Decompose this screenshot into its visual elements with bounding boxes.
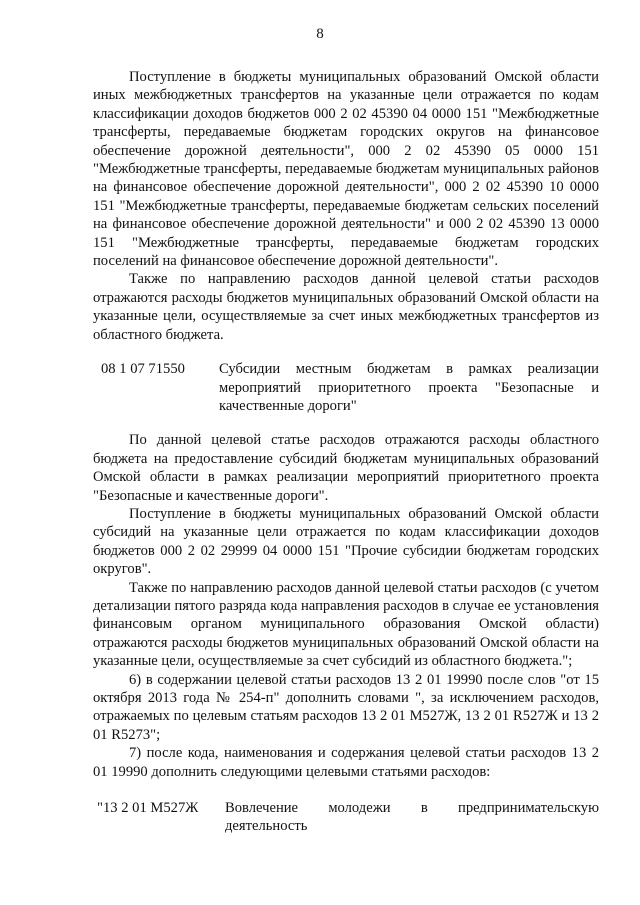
paragraph-amendment-7: 7) после кода, наименования и содержания целевой статьи расходов 13 2 01 19990 дополнить следующими целевыми статьями расходов: bbox=[93, 745, 599, 780]
target-article-title: Вовлечение молодежи в предпринимательскую деятельность bbox=[225, 800, 599, 835]
page-number: 8 bbox=[316, 26, 324, 42]
paragraph-subsidy-expenses: По данной целевой статье расходов отражаются расходы областного бюджета на предоставление субсидий бюджетам муниципальных образований Омской области в рамках реализации мероприятий приоритетного проекта "Безопасные и качественные дороги". bbox=[93, 432, 599, 504]
document-body bbox=[93, 68, 599, 852]
paragraph-detail-direction: Также по направлению расходов данной целевой статьи расходов (с учетом детализации пятого разряда кода направления расходов в случае ее установления финансовым органом муниципального образования Омской области) отражаются расходы бюджетов муниципальных образований Омской области на указанные цели, осуществляемые за счет субсидий из областного бюджета."; bbox=[93, 579, 599, 670]
target-article-entry bbox=[93, 360, 599, 415]
paragraph-income-transfers: Поступление в бюджеты муниципальных образований Омской области иных межбюджетных трансфертов на указанные цели отражается по кодам классификации доходов бюджетов 000 2 02 45390 04 0000 151 "Межбюджетные трансферты, передаваемые бюджетам городских округов на финансовое обеспечение дорожной деятельности", 000 2 02 45390 05 0000 151 "Межбюджетные трансферты, передаваемые бюджетам муниципальных районов на финансовое обеспечение дорожной деятельности", 000 2 02 45390 10 0000 151 "Межбюджетные трансферты, передаваемые бюджетам сельских поселений на финансовое обеспечение дорожной деятельности" и 000 2 02 45390 13 0000 151 "Межбюджетные трансферты, передаваемые бюджетам городских поселений на финансовое обеспечение дорожной деятельности". bbox=[93, 69, 599, 270]
target-article-title: Субсидии местным бюджетам в рамках реализации мероприятий приоритетного проекта "Безопасные и качественные дороги" bbox=[219, 361, 599, 414]
target-article-code: "13 2 01 М527Ж bbox=[97, 800, 199, 817]
target-article-code: 08 1 07 71550 bbox=[101, 361, 185, 378]
paragraph-amendment-6: 6) в содержании целевой статьи расходов 13 2 01 19990 после слов "от 15 октября 2013 года № 254-п" дополнить словами ", за исключением расходов, отражаемых по целевым статьям расходов 13 2 01 М527Ж, 13 2 01 R527Ж и 13 2 01 R5273"; bbox=[93, 671, 599, 743]
paragraph-subsidy-income: Поступление в бюджеты муниципальных образований Омской области субсидий на указанные цели отражается по кодам классификации доходов бюджетов 000 2 02 29999 04 0000 151 "Прочие субсидии бюджетам городских округов". bbox=[93, 505, 599, 578]
paragraph-municipal-expenses: Также по направлению расходов данной целевой статьи расходов отражаются расходы бюджетов муниципальных образований Омской области на указанные цели, осуществляемые за счет иных межбюджетных трансфертов из областного бюджета. bbox=[93, 271, 599, 343]
target-article-entry bbox=[93, 799, 599, 836]
